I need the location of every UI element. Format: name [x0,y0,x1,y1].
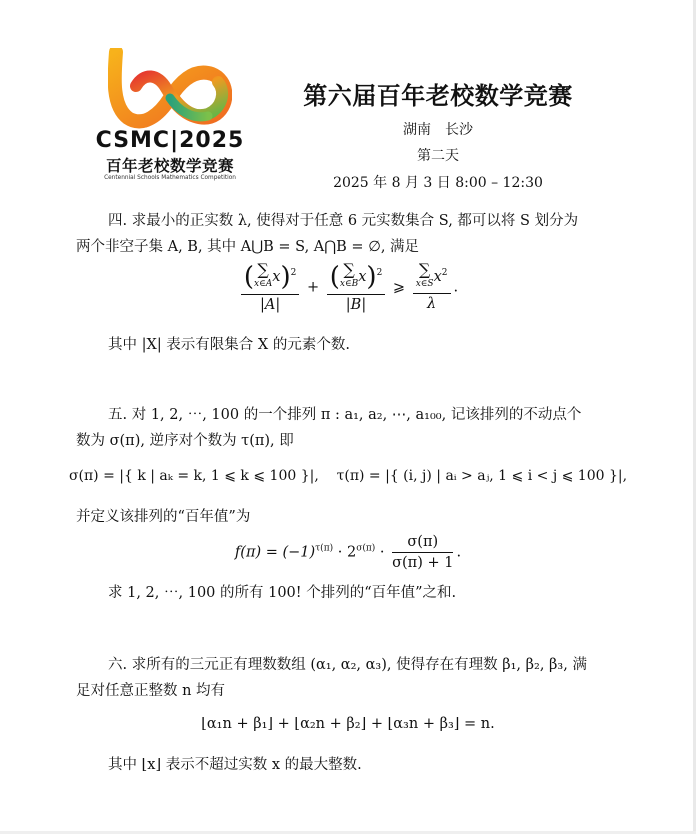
tau-definition: τ(π) = |{ (i, j) | aᵢ > aⱼ, 1 ⩽ i < j ⩽ 100 }|, [336,468,628,484]
location: 湖南 长沙 [403,122,473,138]
problem-4-lead: 四. 求最小的正实数 λ, 使得对于任意 6 元实数集合 S, 都可以将 S 划分为 [108,213,579,229]
problem-6-line2: 足对任意正整数 n 均有 [76,683,226,699]
problem-6-lead: 六. 求所有的三元正有理数数组 (α₁, α₂, α₃), 使得存在有理数 β₁, β₂, β₃, 满 [108,657,587,673]
problem-5-question: 求 1, 2, ⋯, 100 的所有 100! 个排列的“百年值”之和. [108,585,457,601]
geq-sign: ⩾ [392,279,406,296]
fraction-sigma: $\frac{\sigma(\pi)}{\sigma(\pi) + 1}$ [392,534,454,571]
problem-6-formula: ⌊α₁n + β₁⌋ + ⌊α₂n + β₂⌋ + ⌊α₃n + β₃⌋ = n. [201,716,495,732]
logo-brand-text: CSMC|2025 [95,128,245,153]
header [278,76,598,192]
infinity-logo-icon [108,48,232,130]
fraction-s: ∑ x∈S $x^2$ λ [413,263,451,312]
problem-5-formula: $f(\pi) = (-1)^{\tau(\pi)} \cdot 2^{\sigma(\pi)}$ · $\frac{\sigma(\pi)}{\sigma(\pi) + 1}$ . [234,534,462,571]
logo-chinese-name: 百年老校数学竞赛 [105,157,234,175]
problem-5-line2: 数为 σ(π), 逆序对个数为 τ(π), 即 [76,433,294,449]
problem-5-lead: 五. 对 1, 2, ⋯, 100 的一个排列 π : a₁, a₂, ⋯, a₁₀₀, 记该排列的不动点个 [108,407,582,423]
problem-5-line3: 并定义该排列的“百年值”为 [76,509,251,525]
fraction-a: ( ∑ x∈A x)$^2$ |A| [241,262,299,313]
competition-logo [86,48,254,188]
fraction-b: ( ∑ x∈B x)$^2$ |B| [327,262,386,313]
date-time: 2025 年 8 月 3 日 8:00 – 12:30 [333,175,543,191]
logo-english-name: Centennial Schools Mathematics Competition [104,175,236,181]
problem-6-note: 其中 ⌊x⌋ 表示不超过实数 x 的最大整数. [108,757,362,773]
problem-4-formula: ( ∑ x∈A x)$^2$ |A| + ( ∑ x∈B x)$^2$ |B| ⩾ ∑ x∈S $x^2$ λ . [0,262,696,313]
problem-4-note: 其中 |X| 表示有限集合 X 的元素个数. [108,337,350,353]
day-label: 第二天 [417,148,459,164]
sigma-definition: σ(π) = |{ k | aₖ = k, 1 ⩽ k ⩽ 100 }|, [68,468,319,484]
page-title: 第六届百年老校数学竞赛 [303,82,573,110]
problem-5-definitions [0,468,696,484]
plus-sign: + [306,279,320,296]
problem-4-line2: 两个非空子集 A, B, 其中 A⋃B = S, A⋂B = ∅, 满足 [76,239,420,255]
